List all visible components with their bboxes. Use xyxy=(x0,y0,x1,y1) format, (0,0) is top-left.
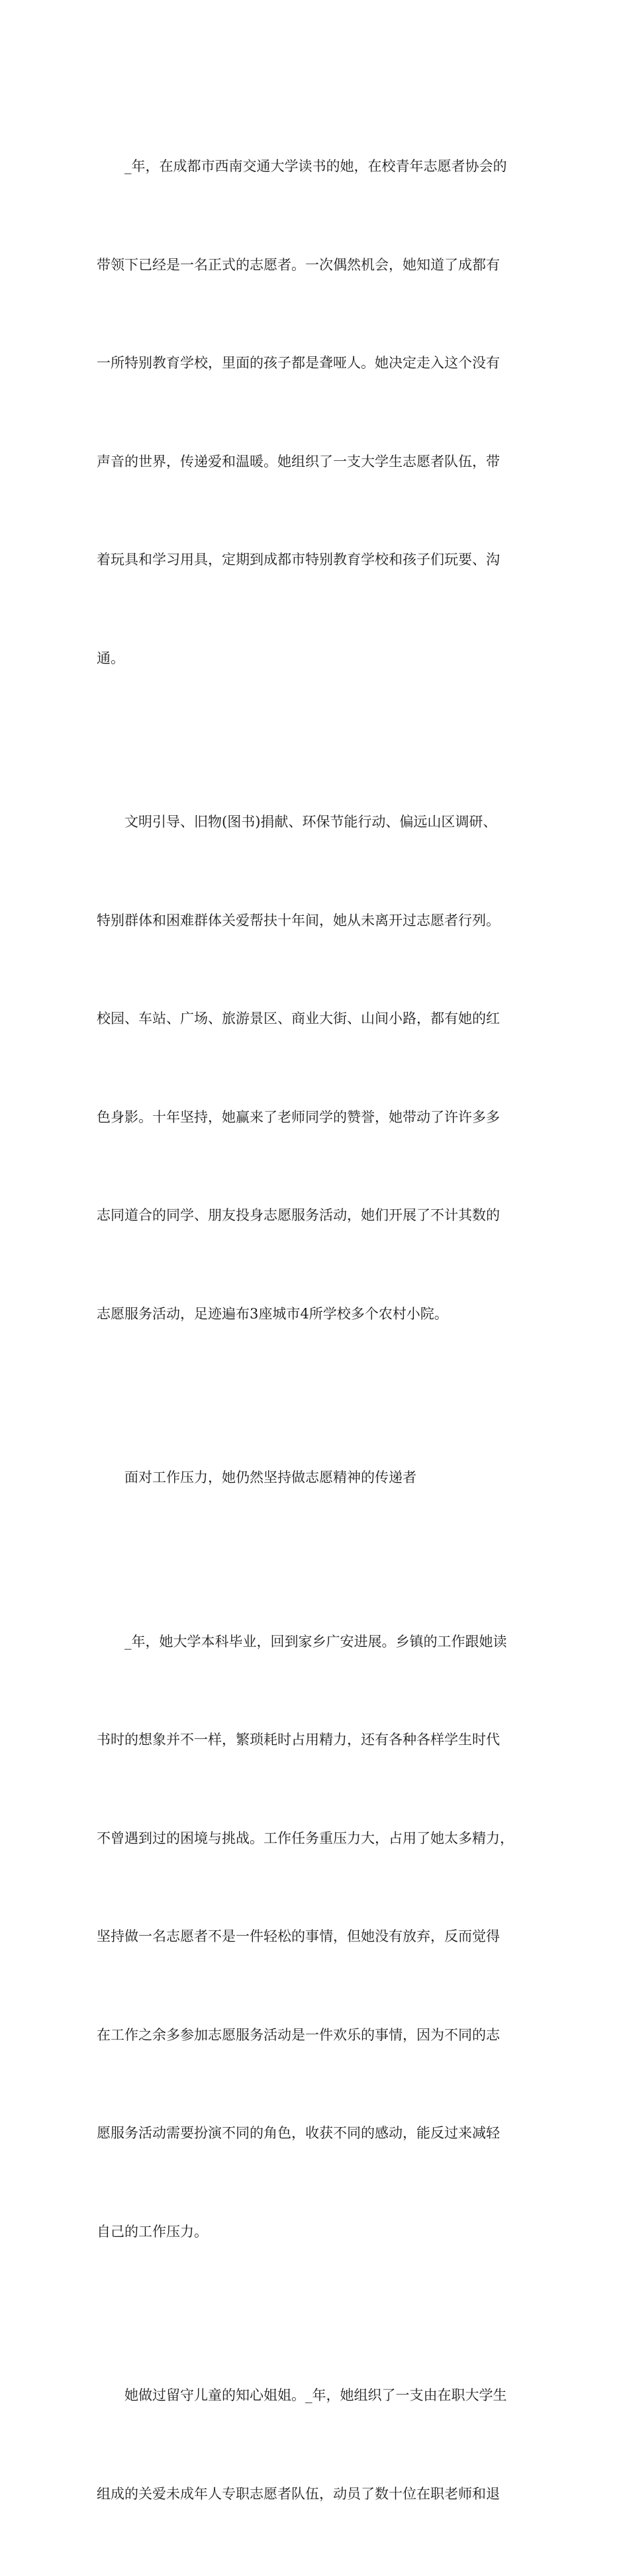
text-line: 志愿服务活动，足迹遍布3座城市4所学校多个农村小院。 xyxy=(97,1305,448,1322)
text-line: 在工作之余多参加志愿服务活动是一件欢乐的事情，因为不同的志 xyxy=(97,2026,500,2043)
paragraph-4 xyxy=(97,1560,547,2314)
text-line: 文明引导、旧物(图书)捐献、环保节能行动、偏远山区调研、 xyxy=(124,814,497,830)
text-line: 书时的想象并不一样，繁琐耗时占用精力，还有各种各样学生时代 xyxy=(97,1732,500,1748)
text-line: 色身影。十年坚持，她赢来了老师同学的赞誉，她带动了许许多多 xyxy=(97,1109,500,1125)
paragraph-5 xyxy=(97,2314,547,2576)
paragraph-2 xyxy=(97,740,547,1396)
text-line: 带领下已经是一名正式的志愿者。一次偶然机会，她知道了成都有 xyxy=(97,256,500,273)
text-line: 组成的关爱未成年人专职志愿者队伍，动员了数十位在职老师和退 xyxy=(97,2485,500,2502)
text-line: _年，在成都市西南交通大学读书的她，在校青年志愿者协会的 xyxy=(124,158,507,174)
text-line: 校园、车站、广场、旅游景区、商业大街、山间小路，都有她的红 xyxy=(97,1011,500,1026)
text-line: 通。 xyxy=(97,650,124,666)
paragraph-1 xyxy=(97,85,547,740)
text-line: 不曾遇到过的困境与挑战。工作任务重压力大，占用了她太多精力， xyxy=(97,1830,514,1846)
text-line: 愿服务活动需要扮演不同的角色，收获不同的感动，能反过来减轻 xyxy=(97,2125,500,2141)
paragraph-3 xyxy=(97,1396,547,1560)
text-line: 志同道合的同学、朋友投身志愿服务活动，她们开展了不计其数的 xyxy=(97,1207,500,1223)
text-line: 一所特别教育学校，里面的孩子都是聋哑人。她决定走入这个没有 xyxy=(97,355,500,371)
text-line: 声音的世界，传递爱和温暖。她组织了一支大学生志愿者队伍，带 xyxy=(97,453,500,470)
text-line: 着玩具和学习用具，定期到成都市特别教育学校和孩子们玩要、沟 xyxy=(97,552,500,568)
text-line: 面对工作压力，她仍然坚持做志愿精神的传递者 xyxy=(124,1469,416,1485)
text-line: 她做过留守儿童的知心姐姐。_年，她组织了一支由在职大学生 xyxy=(124,2387,507,2403)
text-line: 自己的工作压力。 xyxy=(97,2223,208,2240)
document-body xyxy=(97,85,547,2576)
text-line: 坚持做一名志愿者不是一件轻松的事情，但她没有放弃，反而觉得 xyxy=(97,1928,500,1944)
text-line: _年，她大学本科毕业，回到家乡广安进展。乡镇的工作跟她读 xyxy=(124,1633,507,1650)
text-line: 特别群体和困难群体关爱帮扶十年间，她从未离开过志愿者行列。 xyxy=(97,912,500,928)
